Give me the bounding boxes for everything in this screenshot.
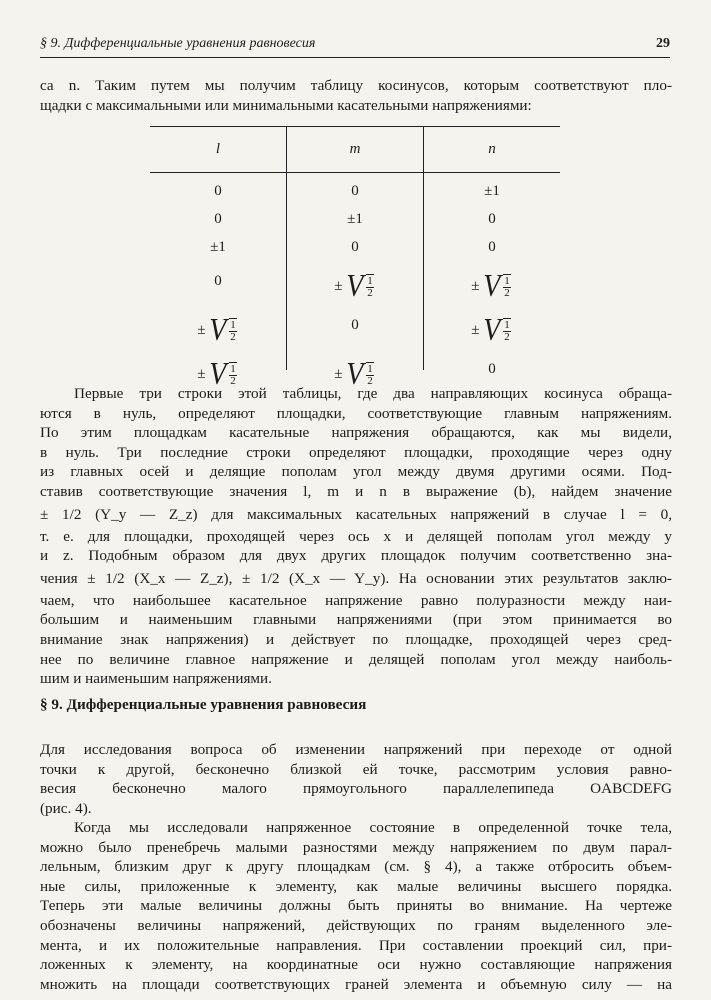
intro-line: щадки с максимальными или минимальными касательными напряжениями: (40, 96, 532, 114)
text-line: ± 1/2 (Y_y — Z_z) для максимальных касательных напряжений в случае l = 0, (40, 505, 672, 523)
text-line: ложенных к элементу, на координатные оси нужно составляющие напряжения (40, 956, 672, 974)
plus-minus-sign: ± (471, 322, 484, 338)
text-line: ются в нуль, определяют площадки, соответствующие главным напряжениям. (40, 404, 672, 422)
text-line: множить на площади соответствующих граней элемента и объемную силу — на (40, 975, 672, 993)
plus-minus-sign: ± (334, 366, 347, 382)
plus-minus-sign: ± (197, 322, 210, 338)
paragraph-principal-stresses (40, 384, 672, 689)
text-line: Для исследования вопроса об изменении напряжений при переходе от одной (40, 741, 672, 758)
text-line: По этим площадкам касательные напряжения обращаются, как мы видели, (40, 424, 672, 442)
text-line: шим и наименьшим напряжениями. (40, 670, 272, 688)
radical-sign-icon: V (483, 268, 501, 304)
square-root-expression (209, 312, 239, 348)
text-line: лельным, близким друг к другу площадкам (см. § 4), а также отбросить объем- (40, 858, 672, 876)
table-cell (424, 310, 560, 350)
text-line: в нуль. Три последние строки определяют площадки, проходящие через одну (40, 443, 672, 461)
table-top-rule (150, 126, 560, 127)
radical-sign-icon: V (483, 312, 501, 348)
text-line: весия бесконечно малого прямоугольного параллелепипеда OABCDEFG (40, 780, 672, 798)
text-line: т. е. для площадки, проходящей через ось x и делящей пополам угол между y (40, 527, 672, 545)
paragraph-small-differences (40, 818, 672, 994)
fraction: 1 2 (367, 363, 373, 388)
fraction: 1 2 (504, 275, 510, 300)
header-rule (40, 57, 670, 58)
table-cell: 0 (351, 239, 359, 255)
table-cell: 0 (214, 273, 222, 289)
section-title: § 9. Дифференциальные уравнения равновесия (40, 696, 367, 713)
paragraph-intro-equilibrium (40, 740, 672, 818)
square-root-expression (346, 268, 376, 304)
table-cell: ±1 (484, 183, 500, 199)
table-cell: 0 (214, 211, 222, 227)
radical-sign-icon: V (209, 312, 227, 348)
text-line: мента, и их положительные направления. При составлении проекций сил, при- (40, 936, 672, 954)
table-header-rule (150, 172, 560, 173)
text-line: Теперь эти малые величины должны быть приняты во внимание. На чертеже (40, 897, 672, 915)
text-line: чения ± 1/2 (X_x — Z_z), ± 1/2 (X_x — Y_y). На основании этих результатов заклю- (40, 569, 672, 587)
table-cell: 0 (351, 183, 359, 199)
intro-paragraph (40, 76, 672, 115)
text-line: ставив соответствующие значения l, m и n в выражение (b), найдем значение (40, 482, 672, 500)
table-header-m: m (349, 141, 361, 157)
text-line: большим и наименьшим главными напряжениями (при этом принимается во (40, 611, 672, 629)
plus-minus-sign: ± (334, 278, 347, 294)
fraction: 1 2 (367, 275, 373, 300)
table-cell: 0 (214, 183, 222, 199)
page-number: 29 (656, 36, 670, 51)
square-root-expression (483, 268, 513, 304)
table-cell: ±1 (210, 239, 226, 255)
table-header-l: l (215, 141, 221, 157)
radical-sign-icon: V (346, 268, 364, 304)
table-cell (424, 266, 560, 306)
fraction: 1 2 (230, 319, 236, 344)
text-line: ные силы, приложенные к элементу, как малые величины высшего порядка. (40, 877, 672, 895)
table-cell (287, 266, 423, 306)
text-line: чаем, что наибольшее касательное напряжение равно полуразности между наи- (40, 591, 672, 609)
text-line: можно было пренебречь малыми разностями между напряжением по двум парал- (40, 838, 672, 856)
table-header-n: n (488, 141, 496, 157)
text-line: внимание знак напряжения) и действует по площадке, проходящей через сред- (40, 630, 672, 648)
plus-minus-sign: ± (471, 278, 484, 294)
text-line: (рис. 4). (40, 799, 92, 817)
table-cell: 0 (488, 211, 496, 227)
text-line: Первые три строки этой таблицы, где два направляющих косинуса обраща- (74, 385, 672, 402)
running-title: § 9. Дифференциальные уравнения равновесия (40, 36, 316, 51)
table-cell: ±1 (347, 211, 363, 227)
text-line: нее по величине главное напряжение и делящей пополам угол между наиболь- (40, 650, 672, 668)
text-line: точки к другой, бесконечно близкой ей точке, рассмотрим условия равно- (40, 760, 672, 778)
cosine-table (150, 126, 560, 392)
table-cell: 0 (488, 239, 496, 255)
text-line: и z. Подобным образом для двух других площадок получим соответственно зна- (40, 547, 672, 565)
radical-sign-icon: V (346, 356, 364, 392)
intro-line: са n. Таким путем мы получим таблицу косинусов, которым соответствуют пло- (40, 77, 672, 94)
table-cell (150, 310, 286, 350)
square-root-expression (483, 312, 513, 348)
radical-sign-icon: V (209, 356, 227, 392)
fraction: 1 2 (230, 363, 236, 388)
table-cell: 0 (488, 361, 496, 377)
text-line: из главных осей и делящие пополам угол между двумя другими осями. Под- (40, 463, 672, 481)
text-line: Когда мы исследовали напряженное состояние в определенной точке тела, (74, 819, 672, 836)
table-cell: 0 (351, 317, 359, 333)
fraction: 1 2 (504, 319, 510, 344)
text-line: обозначены величины напряжений, действующих по граням выделенного эле- (40, 916, 672, 934)
plus-minus-sign: ± (197, 366, 210, 382)
running-header (40, 36, 670, 58)
